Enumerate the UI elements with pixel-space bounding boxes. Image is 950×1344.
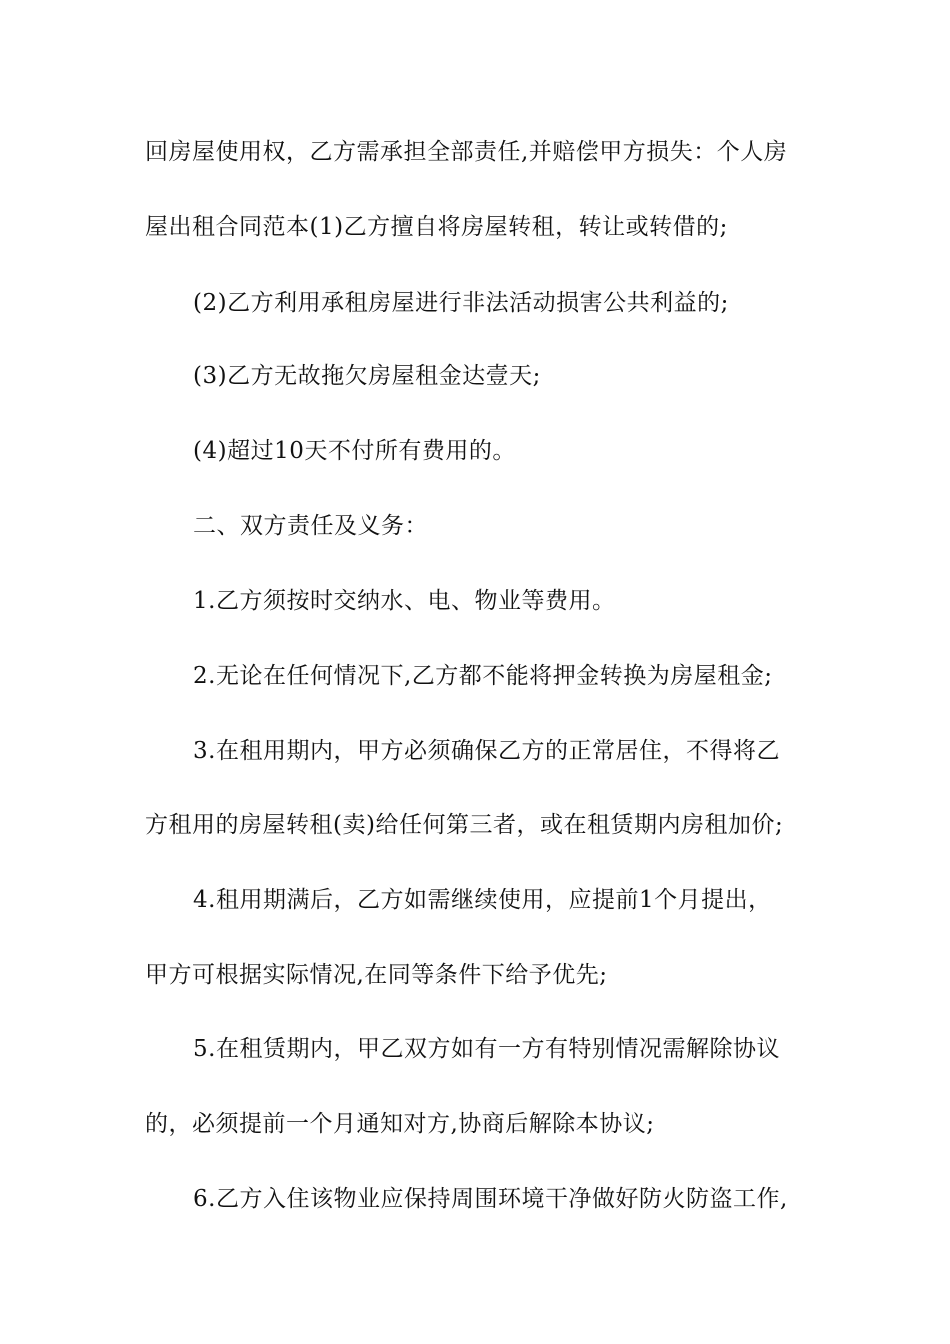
text-line: 5.在租赁期内，甲乙双方如有一方有特别情况需解除协议 xyxy=(193,1036,780,1062)
text-line: (4)超过10天不付所有费用的。 xyxy=(193,438,516,464)
text-line: 甲方可根据实际情况,在同等条件下给予优先; xyxy=(145,962,608,988)
text-line: 屋出租合同范本(1)乙方擅自将房屋转租，转让或转借的; xyxy=(145,214,728,240)
text-line: 方租用的房屋转租(卖)给任何第三者，或在租赁期内房租加价; xyxy=(145,812,784,838)
text-line: (2)乙方利用承租房屋进行非法活动损害公共利益的; xyxy=(193,290,729,316)
text-line: 6.乙方入住该物业应保持周围环境干净做好防火防盗工作, xyxy=(193,1186,788,1212)
text-line: 4.租用期满后，乙方如需继续使用，应提前1个月提出， xyxy=(193,887,772,913)
section-heading: 二、双方责任及义务： xyxy=(193,513,428,539)
text-line: 2.无论在任何情况下,乙方都不能将押金转换为房屋租金; xyxy=(193,663,773,689)
text-line: (3)乙方无故拖欠房屋租金达壹天; xyxy=(193,363,541,389)
text-line: 回房屋使用权，乙方需承担全部责任,并赔偿甲方损失：个人房 xyxy=(145,139,788,165)
text-line: 1.乙方须按时交纳水、电、物业等费用。 xyxy=(193,588,616,614)
text-line: 的，必须提前一个月通知对方,协商后解除本协议; xyxy=(145,1111,655,1137)
text-line: 3.在租用期内，甲方必须确保乙方的正常居住，不得将乙 xyxy=(193,738,780,764)
